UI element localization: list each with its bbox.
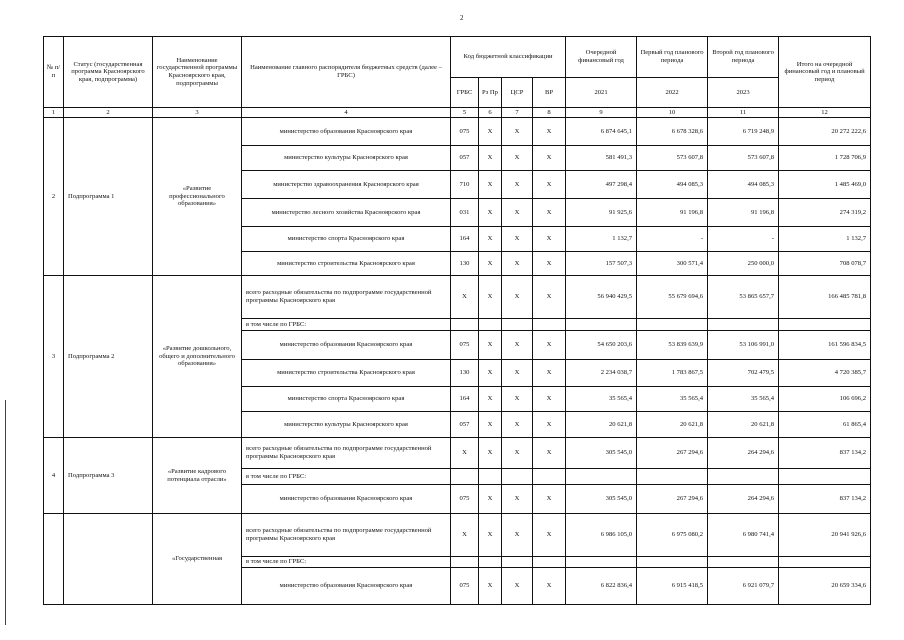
rzpr-cell: X xyxy=(479,252,502,276)
rzpr-cell: X xyxy=(479,199,502,227)
value-total-cell: 837 134,2 xyxy=(779,438,871,469)
value-2021-cell: 305 545,0 xyxy=(566,438,637,469)
rzpr-cell: X xyxy=(479,276,502,319)
col-index: 8 xyxy=(533,108,566,118)
empty-cell xyxy=(451,319,479,331)
value-total-cell: 20 272 222,6 xyxy=(779,118,871,146)
vr-cell: X xyxy=(533,252,566,276)
value-2021-cell: 91 925,6 xyxy=(566,199,637,227)
csr-cell: X xyxy=(502,331,533,360)
col-index: 6 xyxy=(479,108,502,118)
value-2021-cell: 2 234 038,7 xyxy=(566,360,637,387)
value-total-cell: 20 941 926,6 xyxy=(779,514,871,557)
col-index: 2 xyxy=(64,108,153,118)
row-number-cell xyxy=(44,514,64,605)
value-2023-cell: 6 921 079,7 xyxy=(708,568,779,605)
empty-cell xyxy=(566,319,637,331)
value-2023-cell: 35 565,4 xyxy=(708,387,779,412)
value-2022-cell: 6 678 328,6 xyxy=(637,118,708,146)
header-first-year: Первый год планового периода xyxy=(637,37,708,78)
value-2022-cell: 267 294,6 xyxy=(637,485,708,514)
grbs-name-cell: министерство лесного хозяйства Красноярского края xyxy=(242,199,451,227)
value-2023-cell: 573 607,8 xyxy=(708,146,779,171)
grbs-code-cell: 031 xyxy=(451,199,479,227)
vr-cell: X xyxy=(533,485,566,514)
empty-cell xyxy=(779,557,871,568)
program-name-cell: «Развитие кадрового потенциала отрасли» xyxy=(153,438,242,514)
csr-cell: X xyxy=(502,118,533,146)
rzpr-cell: X xyxy=(479,146,502,171)
csr-cell: X xyxy=(502,199,533,227)
grbs-name-cell: министерство образования Красноярского края xyxy=(242,568,451,605)
header-rzpr: Рз Пр xyxy=(479,78,502,108)
value-2022-cell: 494 085,3 xyxy=(637,171,708,199)
rzpr-cell: X xyxy=(479,227,502,252)
vr-cell: X xyxy=(533,514,566,557)
value-total-cell: 4 720 385,7 xyxy=(779,360,871,387)
program-name-cell: «Развитие дошкольного, общего и дополнительного образования» xyxy=(153,276,242,438)
value-total-cell: 20 659 334,6 xyxy=(779,568,871,605)
value-total-cell: 106 696,2 xyxy=(779,387,871,412)
rzpr-cell: X xyxy=(479,118,502,146)
empty-cell xyxy=(637,319,708,331)
value-2022-cell: 53 839 639,9 xyxy=(637,331,708,360)
grbs-name-cell: всего расходные обязательства по подпрограмме государственной программы Красноярского края xyxy=(242,276,451,319)
grbs-code-cell: 075 xyxy=(451,118,479,146)
rzpr-cell: X xyxy=(479,438,502,469)
value-2023-cell: 6 980 741,4 xyxy=(708,514,779,557)
empty-cell xyxy=(533,557,566,568)
empty-cell xyxy=(566,469,637,485)
value-2023-cell: 91 196,8 xyxy=(708,199,779,227)
header-status: Статус (государственная программа Красноярского края, подпрограмма) xyxy=(64,37,153,108)
value-2021-cell: 305 545,0 xyxy=(566,485,637,514)
status-cell xyxy=(64,514,153,605)
grbs-code-cell: 057 xyxy=(451,412,479,438)
header-second-year: Второй год планового периода xyxy=(708,37,779,78)
value-2022-cell: 267 294,6 xyxy=(637,438,708,469)
header-program-name: Наименование государственной программы Красноярского края, подпрограммы xyxy=(153,37,242,108)
col-index: 7 xyxy=(502,108,533,118)
vr-cell: X xyxy=(533,199,566,227)
value-total-cell: 61 865,4 xyxy=(779,412,871,438)
vr-cell: X xyxy=(533,412,566,438)
page-number: 2 xyxy=(460,14,464,22)
budget-table xyxy=(43,36,871,605)
csr-cell: X xyxy=(502,485,533,514)
col-index: 12 xyxy=(779,108,871,118)
vr-cell: X xyxy=(533,568,566,605)
empty-cell xyxy=(479,319,502,331)
value-2022-cell: 573 607,8 xyxy=(637,146,708,171)
header-row xyxy=(44,37,871,78)
status-cell: Подпрограмма 3 xyxy=(64,438,153,514)
empty-cell xyxy=(502,319,533,331)
grbs-code-cell: 130 xyxy=(451,252,479,276)
csr-cell: X xyxy=(502,171,533,199)
csr-cell: X xyxy=(502,227,533,252)
value-2021-cell: 56 940 429,5 xyxy=(566,276,637,319)
grbs-name-cell: министерство строительства Красноярского края xyxy=(242,360,451,387)
value-2021-cell: 54 650 203,6 xyxy=(566,331,637,360)
value-2023-cell: 53 865 657,7 xyxy=(708,276,779,319)
header-total: Итого на очередной финансовый год и плановый период xyxy=(779,37,871,108)
rzpr-cell: X xyxy=(479,171,502,199)
program-name-cell: «Развитие профессионального образования» xyxy=(153,118,242,276)
value-2021-cell: 35 565,4 xyxy=(566,387,637,412)
empty-cell xyxy=(779,469,871,485)
status-cell: Подпрограмма 1 xyxy=(64,118,153,276)
col-index: 4 xyxy=(242,108,451,118)
grbs-name-cell: министерство культуры Красноярского края xyxy=(242,412,451,438)
value-2022-cell: 20 621,8 xyxy=(637,412,708,438)
grbs-code-cell: 075 xyxy=(451,331,479,360)
empty-cell xyxy=(708,557,779,568)
rzpr-cell: X xyxy=(479,412,502,438)
column-index-row xyxy=(44,108,871,118)
grbs-code-cell: 130 xyxy=(451,360,479,387)
empty-cell xyxy=(708,319,779,331)
value-total-cell: 837 134,2 xyxy=(779,485,871,514)
value-total-cell: 274 319,2 xyxy=(779,199,871,227)
group-total-row xyxy=(44,514,871,557)
value-2023-cell: 250 000,0 xyxy=(708,252,779,276)
rzpr-cell: X xyxy=(479,485,502,514)
value-2021-cell: 6 986 105,0 xyxy=(566,514,637,557)
value-2022-cell: 35 565,4 xyxy=(637,387,708,412)
value-2023-cell: 20 621,8 xyxy=(708,412,779,438)
value-total-cell: 708 078,7 xyxy=(779,252,871,276)
col-index: 10 xyxy=(637,108,708,118)
value-2023-cell: - xyxy=(708,227,779,252)
vr-cell: X xyxy=(533,171,566,199)
col-index: 5 xyxy=(451,108,479,118)
value-2021-cell: 581 491,3 xyxy=(566,146,637,171)
value-total-cell: 166 485 781,8 xyxy=(779,276,871,319)
grbs-code-cell: 057 xyxy=(451,146,479,171)
vr-cell: X xyxy=(533,331,566,360)
csr-cell: X xyxy=(502,276,533,319)
grbs-name-cell: министерство образования Красноярского края xyxy=(242,485,451,514)
value-2023-cell: 6 719 248,9 xyxy=(708,118,779,146)
empty-cell xyxy=(479,557,502,568)
empty-cell xyxy=(708,469,779,485)
csr-cell: X xyxy=(502,360,533,387)
rzpr-cell: X xyxy=(479,514,502,557)
grbs-code-cell: 164 xyxy=(451,387,479,412)
incl-label-cell: в том числе по ГРБС: xyxy=(242,469,451,485)
empty-cell xyxy=(502,557,533,568)
empty-cell xyxy=(451,557,479,568)
incl-label-cell: в том числе по ГРБС: xyxy=(242,557,451,568)
value-2023-cell: 264 294,6 xyxy=(708,438,779,469)
empty-cell xyxy=(637,557,708,568)
value-2021-cell: 497 298,4 xyxy=(566,171,637,199)
empty-cell xyxy=(533,469,566,485)
header-grbs: ГРБС xyxy=(451,78,479,108)
grbs-name-cell: всего расходные обязательства по подпрограмме государственной программы Красноярского края xyxy=(242,438,451,469)
header-num: № п/п xyxy=(44,37,64,108)
group-total-row xyxy=(44,438,871,469)
incl-label-cell: в том числе по ГРБС: xyxy=(242,319,451,331)
value-2021-cell: 20 621,8 xyxy=(566,412,637,438)
value-2021-cell: 1 132,7 xyxy=(566,227,637,252)
grbs-code-cell: 710 xyxy=(451,171,479,199)
header-csr: ЦСР xyxy=(502,78,533,108)
csr-cell: X xyxy=(502,412,533,438)
rzpr-cell: X xyxy=(479,360,502,387)
empty-cell xyxy=(451,469,479,485)
header-budget-code: Код бюджетной классификации xyxy=(451,37,566,78)
vr-cell: X xyxy=(533,118,566,146)
header-year-2022: 2022 xyxy=(637,78,708,108)
col-index: 3 xyxy=(153,108,242,118)
col-index: 9 xyxy=(566,108,637,118)
value-2022-cell: 300 571,4 xyxy=(637,252,708,276)
grbs-name-cell: всего расходные обязательства по подпрограмме государственной программы Красноярского края xyxy=(242,514,451,557)
empty-cell xyxy=(637,469,708,485)
grbs-name-cell: министерство культуры Красноярского края xyxy=(242,146,451,171)
vr-cell: X xyxy=(533,360,566,387)
grbs-name-cell: министерство образования Красноярского края xyxy=(242,331,451,360)
csr-cell: X xyxy=(502,146,533,171)
grbs-code-cell: X xyxy=(451,438,479,469)
grbs-name-cell: министерство строительства Красноярского края xyxy=(242,252,451,276)
row-number-cell: 4 xyxy=(44,438,64,514)
value-2022-cell: 1 783 867,5 xyxy=(637,360,708,387)
empty-cell xyxy=(479,469,502,485)
rzpr-cell: X xyxy=(479,331,502,360)
header-year-2023: 2023 xyxy=(708,78,779,108)
value-total-cell: 1 728 706,9 xyxy=(779,146,871,171)
vr-cell: X xyxy=(533,438,566,469)
empty-cell xyxy=(566,557,637,568)
value-2023-cell: 702 479,5 xyxy=(708,360,779,387)
header-year-2021: 2021 xyxy=(566,78,637,108)
value-2022-cell: 55 679 694,6 xyxy=(637,276,708,319)
grbs-code-cell: X xyxy=(451,276,479,319)
row-number-cell: 2 xyxy=(44,118,64,276)
vr-cell: X xyxy=(533,276,566,319)
header-current-year: Очередной финансовый год xyxy=(566,37,637,78)
csr-cell: X xyxy=(502,438,533,469)
vr-cell: X xyxy=(533,387,566,412)
grbs-name-cell: министерство здравоохранения Красноярского края xyxy=(242,171,451,199)
csr-cell: X xyxy=(502,387,533,412)
vr-cell: X xyxy=(533,146,566,171)
csr-cell: X xyxy=(502,252,533,276)
scan-edge-line xyxy=(5,400,6,625)
status-cell: Подпрограмма 2 xyxy=(64,276,153,438)
grbs-code-cell: 164 xyxy=(451,227,479,252)
value-2023-cell: 264 294,6 xyxy=(708,485,779,514)
value-total-cell: 1 132,7 xyxy=(779,227,871,252)
empty-cell xyxy=(502,469,533,485)
value-2022-cell: 6 915 418,5 xyxy=(637,568,708,605)
rzpr-cell: X xyxy=(479,568,502,605)
grbs-code-cell: 075 xyxy=(451,568,479,605)
header-grbs-name: Наименование главного распорядителя бюджетных средств (далее – ГРБС) xyxy=(242,37,451,108)
csr-cell: X xyxy=(502,568,533,605)
row-number-cell: 3 xyxy=(44,276,64,438)
grbs-code-cell: 075 xyxy=(451,485,479,514)
value-2021-cell: 6 822 836,4 xyxy=(566,568,637,605)
rzpr-cell: X xyxy=(479,387,502,412)
grbs-name-cell: министерство образования Красноярского края xyxy=(242,118,451,146)
grbs-name-cell: министерство спорта Красноярского края xyxy=(242,387,451,412)
program-name-cell: «Государственная xyxy=(153,514,242,605)
header-vr: ВР xyxy=(533,78,566,108)
value-2022-cell: 91 196,8 xyxy=(637,199,708,227)
vr-cell: X xyxy=(533,227,566,252)
value-2022-cell: 6 975 080,2 xyxy=(637,514,708,557)
col-index: 1 xyxy=(44,108,64,118)
value-2023-cell: 53 106 991,0 xyxy=(708,331,779,360)
table-row xyxy=(44,118,871,146)
group-total-row xyxy=(44,276,871,319)
empty-cell xyxy=(779,319,871,331)
value-2021-cell: 6 874 645,1 xyxy=(566,118,637,146)
value-2021-cell: 157 507,3 xyxy=(566,252,637,276)
col-index: 11 xyxy=(708,108,779,118)
value-2022-cell: - xyxy=(637,227,708,252)
value-2023-cell: 494 085,3 xyxy=(708,171,779,199)
empty-cell xyxy=(533,319,566,331)
value-total-cell: 1 485 469,0 xyxy=(779,171,871,199)
grbs-name-cell: министерство спорта Красноярского края xyxy=(242,227,451,252)
grbs-code-cell: X xyxy=(451,514,479,557)
value-total-cell: 161 596 834,5 xyxy=(779,331,871,360)
csr-cell: X xyxy=(502,514,533,557)
